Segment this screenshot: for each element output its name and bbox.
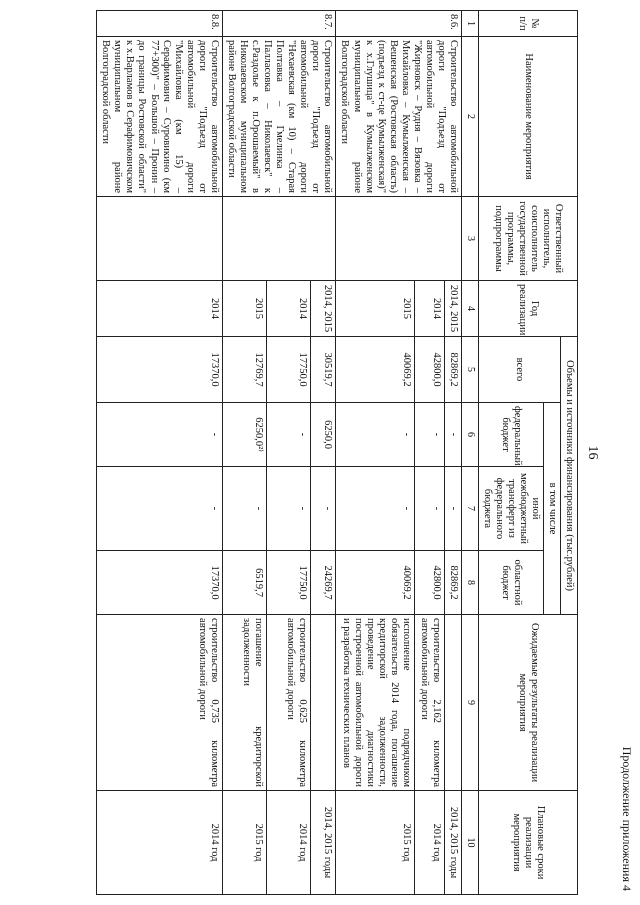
result-cell bbox=[444, 615, 461, 791]
column-number-row bbox=[462, 11, 479, 895]
total-cell: 82869,2 bbox=[444, 337, 461, 403]
header-total: всего bbox=[478, 337, 560, 403]
terms-cell: 2014 год bbox=[266, 791, 310, 895]
terms-cell: 2015 год bbox=[222, 791, 266, 895]
federal-cell: - bbox=[444, 403, 461, 467]
regional-cell: 17370,0 bbox=[97, 551, 223, 615]
federal-cell: - bbox=[266, 403, 310, 467]
result-cell bbox=[310, 615, 336, 791]
column-number: 9 bbox=[462, 615, 479, 791]
header-transfer: иной межбюджетный трансферт из федерального бюджета bbox=[478, 467, 543, 551]
item-name: Строительство автомобильной дороги "Подъезд от автомобильной дороги "Жирновск – Рудня – Вязовка – Михайловка – Кумылженская – Вешенская (Ростовская область) (подъезд к ст-це Кумылженская)" к х.Глушица" в Кумылженском муниципальном районе Волгоградской области bbox=[336, 37, 462, 197]
column-number: 1 bbox=[462, 11, 479, 37]
terms-cell: 2014, 2015 годы bbox=[310, 791, 336, 895]
regional-cell: 17750,0 bbox=[266, 551, 310, 615]
total-cell: 40069,2 bbox=[336, 337, 415, 403]
transfer-cell: - bbox=[222, 467, 266, 551]
total-cell: 12769,7 bbox=[222, 337, 266, 403]
header-regional: областной бюджет bbox=[478, 551, 543, 615]
terms-cell: 2014 год bbox=[97, 791, 223, 895]
transfer-cell: - bbox=[97, 467, 223, 551]
regional-cell: 6519,7 bbox=[222, 551, 266, 615]
column-number: 7 bbox=[462, 467, 479, 551]
federal-cell: - bbox=[97, 403, 223, 467]
total-cell: 42800,0 bbox=[415, 337, 445, 403]
year-cell: 2014 bbox=[266, 281, 310, 337]
header-name: Наименование мероприятия bbox=[478, 37, 577, 197]
header-results: Ожидаемые результаты реализации мероприятия bbox=[478, 615, 577, 791]
header-including: в том числе bbox=[543, 403, 560, 615]
item-responsible bbox=[222, 197, 336, 281]
table-body bbox=[97, 11, 462, 895]
terms-cell: 2014 год bbox=[415, 791, 445, 895]
header-responsible: Ответственный исполнитель, соисполнитель государственной программы, подпрограммы bbox=[478, 197, 577, 281]
header-terms: Плановые сроки реализации мероприятия bbox=[478, 791, 577, 895]
page-number: 16 bbox=[585, 445, 600, 460]
transfer-cell: - bbox=[266, 467, 310, 551]
item-name: Строительство автомобильной дороги "Подъезд от автомобильной дороги "Нехаевская (км 10) – Старая Полтавка – Гмелинка – Палласовка – Николаевск" к с.Раздолье к п.Орошаемый" в Николаевском муниципальном районе Волгоградской области bbox=[222, 37, 336, 197]
column-number: 2 bbox=[462, 37, 479, 197]
transfer-cell: - bbox=[415, 467, 445, 551]
item-number: 8.7. bbox=[222, 11, 336, 37]
year-cell: 2014 bbox=[415, 281, 445, 337]
federal-cell: 6250,0 bbox=[310, 403, 336, 467]
item-name: Строительство автомобильной дороги "Подъезд от автомобильной дороги "Михайловка (км 15) – Серафимович – Суровикино (км 77+300)" – Большой – Пронин – до границы Ростовской области" к х.Варламов в Серафимовичском муниципальном районе Волгоградской области bbox=[97, 37, 223, 197]
item-number: 8.6. bbox=[336, 11, 462, 37]
result-cell: строительство 0,625 километра автомобильной дороги bbox=[266, 615, 310, 791]
item-responsible bbox=[97, 197, 223, 281]
federal-cell: - bbox=[415, 403, 445, 467]
federal-cell: 6250,0²⁾ bbox=[222, 403, 266, 467]
total-cell: 17370,0 bbox=[97, 337, 223, 403]
result-cell: погашение кредиторской задолженности bbox=[222, 615, 266, 791]
item-responsible bbox=[336, 197, 462, 281]
year-cell: 2014 bbox=[97, 281, 223, 337]
year-cell: 2015 bbox=[336, 281, 415, 337]
header-volumes: Объемы и источники финансирования (тыс.рублей) bbox=[560, 337, 577, 615]
column-number: 3 bbox=[462, 197, 479, 281]
total-cell: 30519,7 bbox=[310, 337, 336, 403]
result-cell: исполнение подрядчиком обязательств 2014 года, погашение кредиторской задолженности, проведение диагностики построенной автомобильной дороги и разработка технических планов bbox=[336, 615, 415, 791]
year-cell: 2014, 2015 bbox=[310, 281, 336, 337]
federal-cell: - bbox=[336, 403, 415, 467]
terms-cell: 2014, 2015 годы bbox=[444, 791, 461, 895]
column-number: 8 bbox=[462, 551, 479, 615]
table-row bbox=[444, 11, 461, 895]
header-no: № п/п bbox=[478, 11, 577, 37]
result-cell: строительство 2,162 километра автомобильной дороги bbox=[415, 615, 445, 791]
regional-cell: 82869,2 bbox=[444, 551, 461, 615]
regional-cell: 42800,0 bbox=[415, 551, 445, 615]
table-row bbox=[97, 11, 223, 895]
column-number: 10 bbox=[462, 791, 479, 895]
regional-cell: 40069,2 bbox=[336, 551, 415, 615]
continuation-label: Продолжение приложения 4 bbox=[620, 746, 634, 891]
year-cell: 2015 bbox=[222, 281, 266, 337]
transfer-cell: - bbox=[310, 467, 336, 551]
item-number: 8.8. bbox=[97, 11, 223, 37]
result-cell: строительство 0,735 километра автомобильной дороги bbox=[97, 615, 223, 791]
header-year: Год реализации bbox=[478, 281, 577, 337]
financing-table bbox=[96, 10, 578, 895]
column-number: 5 bbox=[462, 337, 479, 403]
terms-cell: 2015 год bbox=[336, 791, 415, 895]
table-row bbox=[310, 11, 336, 895]
column-number: 6 bbox=[462, 403, 479, 467]
transfer-cell: - bbox=[444, 467, 461, 551]
total-cell: 17750,0 bbox=[266, 337, 310, 403]
transfer-cell: - bbox=[336, 467, 415, 551]
year-cell: 2014, 2015 bbox=[444, 281, 461, 337]
regional-cell: 24269,7 bbox=[310, 551, 336, 615]
column-number: 4 bbox=[462, 281, 479, 337]
header-federal: федеральный бюджет bbox=[478, 403, 543, 467]
